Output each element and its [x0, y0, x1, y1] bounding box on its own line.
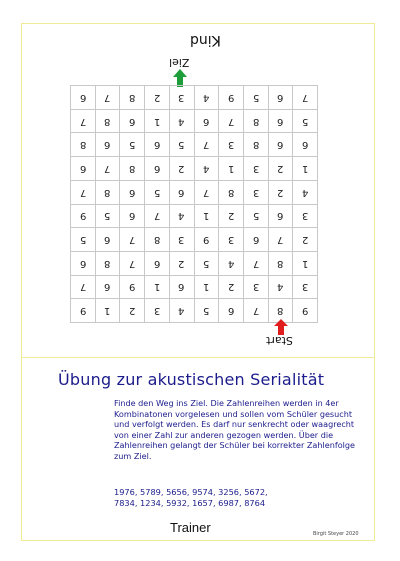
grid-cell-number: 7 [104, 162, 111, 174]
grid-cell-number: 7 [227, 115, 235, 127]
grid-cell-number: 6 [153, 139, 161, 151]
grid-cell [145, 181, 170, 205]
grid-cell [293, 205, 318, 229]
grid-cell-number: 4 [203, 162, 210, 174]
grid-cell [170, 157, 195, 181]
grid-cell [96, 252, 121, 276]
grid-cell [293, 86, 318, 110]
grid-cell [96, 276, 121, 300]
grid-cell-number: 5 [203, 257, 210, 269]
grid-cell [96, 110, 121, 134]
grid-cell-number: 5 [153, 186, 161, 198]
grid-cell [71, 252, 96, 276]
grid-cell [145, 86, 170, 110]
number-grid [70, 85, 318, 323]
grid-cell [71, 181, 96, 205]
grid-cell [195, 110, 220, 134]
grid-cell [269, 252, 294, 276]
grid-cell [96, 157, 121, 181]
number-sequences-line-1: 1976, 5789, 5656, 9574, 3256, 5672, [114, 487, 268, 497]
grid-cell-number: 4 [203, 91, 210, 103]
grid-cell-number: 6 [104, 234, 111, 246]
grid-cell [96, 205, 121, 229]
grid-cell-number: 8 [277, 305, 284, 317]
grid-cell-number: 3 [227, 139, 235, 151]
grid-cell-number: 5 [252, 210, 259, 222]
grid-cell [195, 86, 220, 110]
grid-cell-number: 6 [79, 257, 87, 269]
grid-cell-number: 8 [129, 162, 136, 174]
grid-cell-number: 2 [178, 257, 185, 269]
grid-cell [170, 181, 195, 205]
grid-cell [219, 133, 244, 157]
grid-cell [269, 228, 294, 252]
grid-cell-number: 5 [203, 305, 210, 317]
grid-cell-number: 3 [301, 210, 309, 222]
grid-cell [71, 133, 96, 157]
grid-cell [195, 205, 220, 229]
grid-cell-number: 6 [153, 257, 161, 269]
grid-cell [269, 205, 294, 229]
grid-cell [120, 205, 145, 229]
grid-cell [195, 157, 220, 181]
grid-cell-number: 7 [79, 281, 87, 293]
instructions-text: Finde den Weg ins Ziel. Die Zahlenreihen werden in 4er Kombinatonen vorgelesen und sollen vom Schüler gesucht und verfolgt werden. Es darf nur senkrecht oder waagrecht von einer Zahl zur anderen gezogen werden. Über die Zahlenreihen gelangt der Schüler bei korrekter Zahlenfolge zum Ziel. [114, 398, 356, 461]
grid-cell-number: 6 [277, 91, 284, 103]
grid-cell [244, 86, 269, 110]
grid-cell-number: 1 [203, 281, 210, 293]
grid-cell-number: 3 [252, 186, 259, 198]
grid-cell-number: 3 [178, 91, 185, 103]
grid-cell-number: 7 [252, 257, 259, 269]
grid-cell-number: 7 [129, 257, 136, 269]
grid-cell [170, 205, 195, 229]
grid-cell [195, 276, 220, 300]
grid-cell-number: 4 [301, 186, 309, 198]
grid-cell-number: 4 [178, 305, 185, 317]
grid-cell-number: 7 [104, 91, 111, 103]
grid-cell-number: 2 [129, 305, 136, 317]
grid-cell [145, 133, 170, 157]
grid-cell [269, 133, 294, 157]
grid-cell [293, 157, 318, 181]
page-title: Übung zur akustischen Serialität [58, 370, 325, 389]
grid-cell [120, 299, 145, 323]
grid-cell [120, 110, 145, 134]
section-divider [21, 357, 375, 358]
grid-cell [244, 228, 269, 252]
grid-cell-number: 6 [79, 91, 87, 103]
grid-cell [195, 299, 220, 323]
grid-cell-number: 5 [129, 139, 136, 151]
grid-cell-number: 8 [79, 139, 87, 151]
grid-cell [293, 299, 318, 323]
grid-cell [293, 110, 318, 134]
grid-cell-number: 2 [301, 234, 309, 246]
grid-cell [120, 181, 145, 205]
grid-cell [219, 299, 244, 323]
grid-cell-number: 9 [227, 91, 235, 103]
grid-cell [170, 252, 195, 276]
grid-cell-number: 2 [153, 91, 161, 103]
grid-cell [71, 205, 96, 229]
grid-cell [71, 228, 96, 252]
grid-cell-number: 6 [277, 139, 284, 151]
grid-cell-number: 7 [79, 186, 87, 198]
grid-cell-number: 1 [153, 281, 161, 293]
grid-cell-number: 9 [203, 234, 210, 246]
grid-cell-number: 4 [178, 210, 185, 222]
grid-cell-number: 8 [153, 234, 161, 246]
grid-cell [244, 110, 269, 134]
grid-cell [219, 228, 244, 252]
grid-cell [219, 86, 244, 110]
grid-cell [293, 181, 318, 205]
grid-cell [71, 157, 96, 181]
grid-cell-number: 9 [129, 281, 136, 293]
grid-cell-number: 6 [79, 162, 87, 174]
grid-cell [269, 86, 294, 110]
grid-cell [244, 133, 269, 157]
grid-cell [145, 228, 170, 252]
grid-cell [219, 181, 244, 205]
grid-cell [145, 110, 170, 134]
number-sequences [114, 487, 344, 508]
grid-cell-number: 3 [227, 234, 235, 246]
grid-cell-number: 7 [203, 139, 210, 151]
grid-cell [244, 157, 269, 181]
grid-cell-number: 1 [227, 162, 235, 174]
grid-cell [170, 299, 195, 323]
grid-cell [195, 181, 220, 205]
grid-cell [71, 299, 96, 323]
grid-cell-number: 3 [153, 305, 161, 317]
grid-cell [96, 181, 121, 205]
grid-cell [293, 133, 318, 157]
grid-cell [145, 299, 170, 323]
trainer-label: Trainer [170, 520, 211, 535]
grid-cell-number: 1 [301, 162, 309, 174]
grid-cell-number: 2 [227, 281, 235, 293]
grid-cell [120, 86, 145, 110]
grid-cell [269, 181, 294, 205]
grid-cell-number: 4 [227, 257, 235, 269]
grid-cell-number: 8 [104, 257, 111, 269]
grid-cell [293, 276, 318, 300]
grid-cell [219, 276, 244, 300]
grid-cell-number: 8 [277, 257, 284, 269]
grid-cell [170, 276, 195, 300]
grid-cell [170, 110, 195, 134]
grid-cell-number: 1 [104, 305, 111, 317]
grid-cell [219, 157, 244, 181]
ziel-label: Ziel [169, 56, 190, 69]
grid-cell-number: 6 [104, 281, 111, 293]
grid-cell [244, 252, 269, 276]
grid-cell-number: 6 [178, 281, 185, 293]
grid-cell [219, 252, 244, 276]
grid-cell [195, 133, 220, 157]
grid-cell [293, 228, 318, 252]
grid-cell [120, 276, 145, 300]
grid-cell [96, 133, 121, 157]
grid-cell [170, 86, 195, 110]
grid-cell [269, 276, 294, 300]
grid-cell-number: 6 [178, 186, 185, 198]
grid-cell-number: 8 [252, 139, 259, 151]
grid-cell [170, 133, 195, 157]
grid-cell [293, 252, 318, 276]
grid-cell-number: 6 [252, 234, 259, 246]
grid-cell-number: 7 [129, 234, 136, 246]
grid-cell-number: 8 [129, 91, 136, 103]
grid-cell [120, 157, 145, 181]
grid-cell [244, 181, 269, 205]
number-sequences-line-2: 7834, 1234, 5932, 1657, 6987, 8764 [114, 497, 266, 508]
grid-cell-number: 7 [252, 305, 259, 317]
grid-cell-number: 3 [301, 281, 309, 293]
grid-cell-number: 4 [277, 281, 284, 293]
grid-cell-number: 6 [153, 162, 161, 174]
grid-cell [71, 86, 96, 110]
grid-cell [219, 110, 244, 134]
grid-cell [195, 252, 220, 276]
grid-cell-number: 1 [301, 257, 309, 269]
start-label: Start [266, 334, 293, 347]
grid-cell-number: 8 [252, 115, 259, 127]
grid-cell-number: 3 [178, 234, 185, 246]
grid-cell [96, 299, 121, 323]
grid-cell-number: 2 [277, 162, 284, 174]
grid-cell-number: 6 [277, 210, 284, 222]
grid-cell-number: 1 [153, 115, 161, 127]
grid-cell-number: 1 [203, 210, 210, 222]
grid-cell-number: 2 [178, 162, 185, 174]
grid-cell-number: 8 [227, 186, 235, 198]
grid-cell-number: 7 [277, 234, 284, 246]
grid-cell-number: 3 [252, 281, 259, 293]
grid-cell [71, 110, 96, 134]
grid-cell [145, 205, 170, 229]
grid-cell [244, 276, 269, 300]
grid-cell-number: 8 [104, 115, 111, 127]
grid-cell-number: 2 [227, 210, 235, 222]
grid-cell-number: 3 [252, 162, 259, 174]
grid-cell [244, 205, 269, 229]
grid-cell [145, 276, 170, 300]
grid-cell-number: 4 [178, 115, 185, 127]
grid-cell [145, 252, 170, 276]
grid-cell-number: 5 [178, 139, 185, 151]
grid-cell [71, 276, 96, 300]
grid-cell-number: 6 [129, 210, 136, 222]
grid-cell [195, 228, 220, 252]
grid-cell-number: 6 [277, 115, 284, 127]
grid-cell [219, 205, 244, 229]
grid-cell [120, 228, 145, 252]
grid-cell-number: 6 [301, 139, 309, 151]
grid-cell-number: 6 [129, 115, 136, 127]
grid-cell-number: 7 [301, 91, 309, 103]
grid-cell [170, 228, 195, 252]
author-credit: Birgit Steyer 2020 [313, 531, 359, 537]
kind-label: Kind [190, 32, 221, 48]
grid-cell-number: 7 [203, 186, 210, 198]
grid-cell-number: 2 [277, 186, 284, 198]
grid-cell-number: 5 [104, 210, 111, 222]
grid-cell-number: 9 [79, 305, 87, 317]
grid-cell-number: 5 [79, 234, 87, 246]
grid-cell-number: 8 [104, 186, 111, 198]
grid-cell-number: 5 [301, 115, 309, 127]
grid-cell [145, 157, 170, 181]
grid-cell [269, 110, 294, 134]
grid-cell-number: 9 [79, 210, 87, 222]
grid-cell-number: 7 [153, 210, 161, 222]
grid-cell [96, 86, 121, 110]
grid-cell-number: 6 [227, 305, 235, 317]
grid-cell-number: 9 [301, 305, 309, 317]
grid-cell-number: 6 [104, 139, 111, 151]
grid-cell [269, 157, 294, 181]
grid-cell-number: 6 [129, 186, 136, 198]
grid-cell-number: 7 [79, 115, 87, 127]
grid-cell [244, 299, 269, 323]
grid-cell [120, 252, 145, 276]
grid-cell [96, 228, 121, 252]
grid-cell-number: 5 [252, 91, 259, 103]
grid-cell-number: 6 [203, 115, 210, 127]
grid-cell [120, 133, 145, 157]
